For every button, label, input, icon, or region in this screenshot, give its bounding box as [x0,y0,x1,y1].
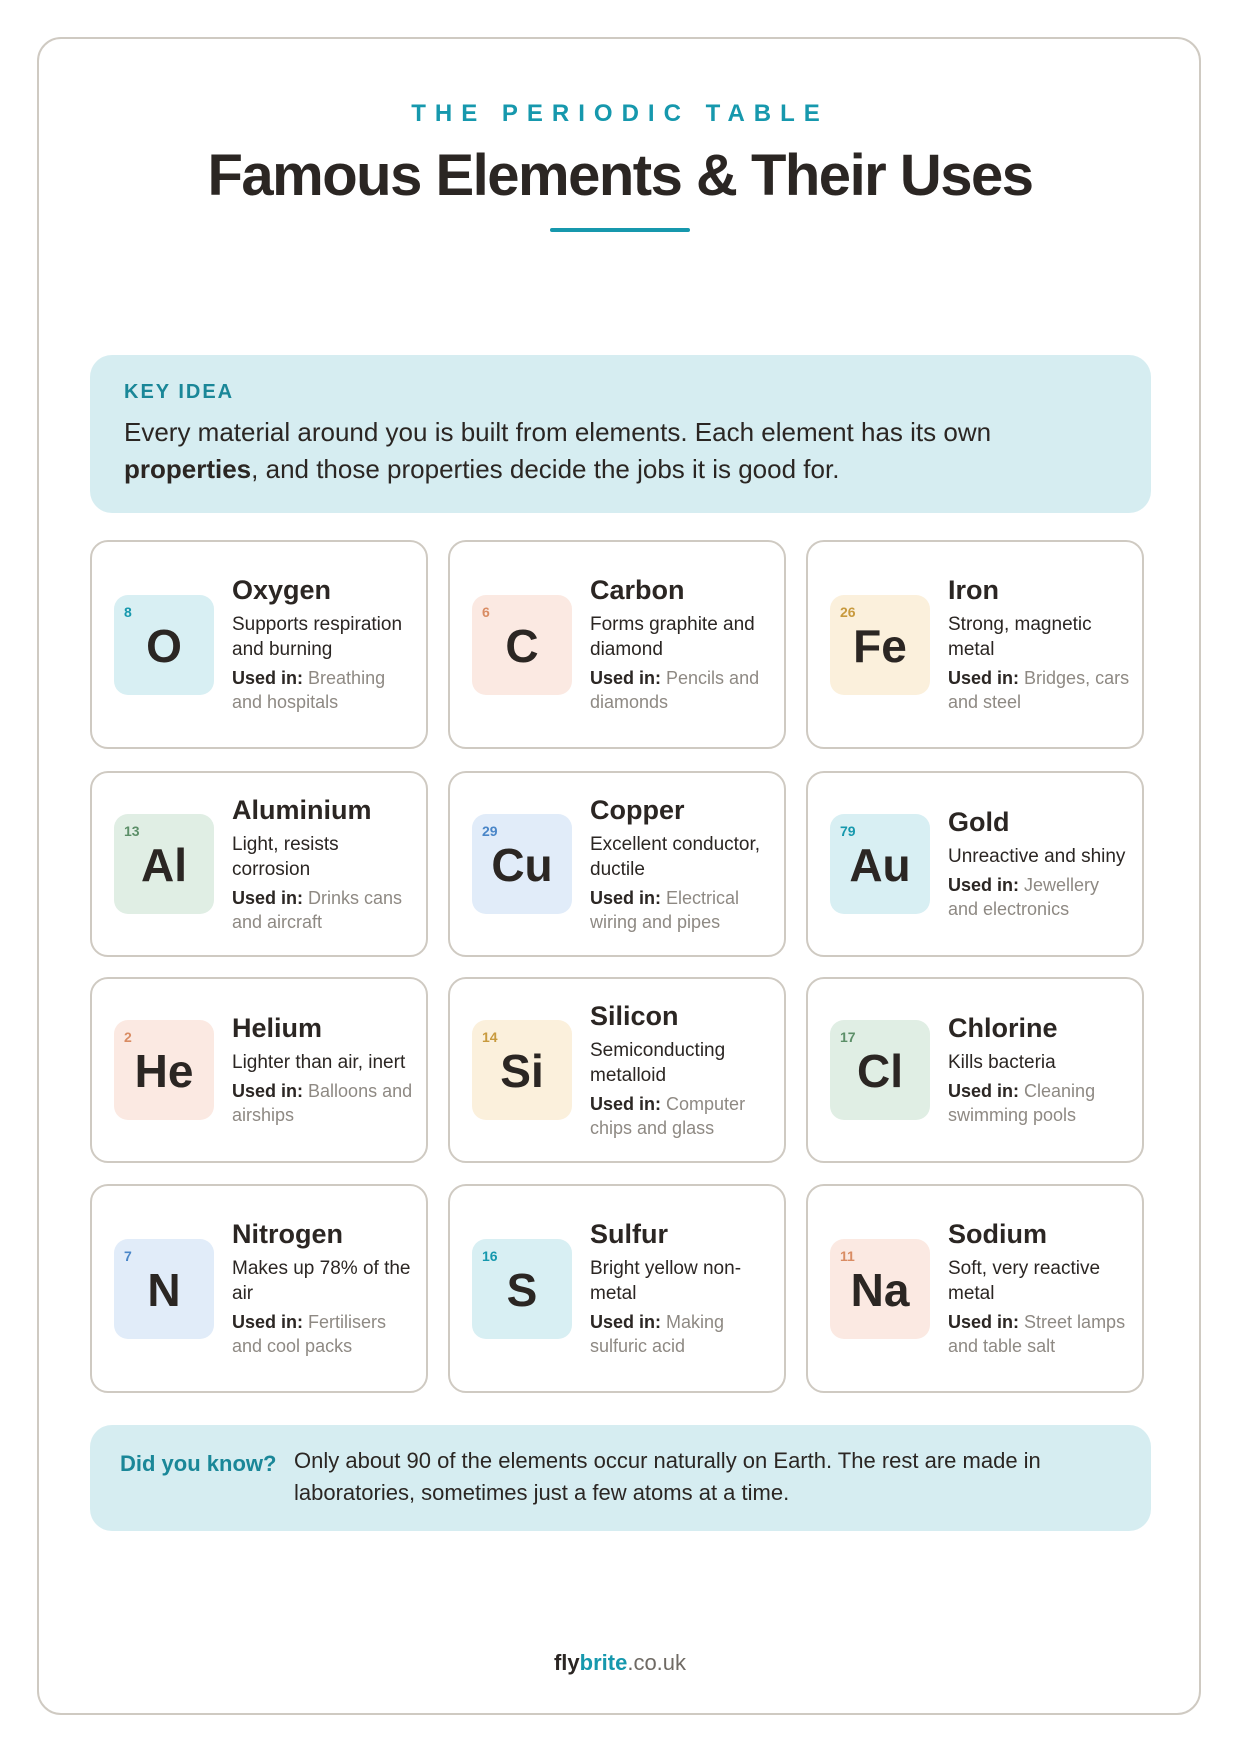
element-info [232,575,414,714]
element-info [232,795,414,934]
element-symbol: O [146,620,182,672]
element-symbol: Al [141,839,187,891]
brand-fly: fly [553,1650,580,1675]
used-in-label: Used in: [232,668,304,688]
uses-text: Bridges, cars and steel [948,668,1130,712]
atomic-number: 29 [482,823,498,839]
element-description: Supports respiration and burning [232,614,403,660]
used-in-label: Used in: [232,1081,304,1101]
element-description: Forms graphite and diamond [590,614,755,660]
element-uses [232,1310,414,1358]
element-uses [232,1079,414,1127]
used-in-label: Used in: [232,888,304,908]
uses-text: Cleaning swimming pools [948,1081,1096,1125]
element-symbol: N [147,1264,181,1316]
element-description: Semiconducting metalloid [590,1040,726,1086]
element-description: Bright yellow non-metal [590,1258,742,1304]
element-tile [114,1239,214,1339]
element-description: Strong, magnetic metal [948,614,1092,660]
uses-text: Balloons and airships [232,1081,413,1125]
element-name: Carbon [590,575,685,605]
element-description: Unreactive and shiny [948,846,1126,867]
brand-brite: brite [579,1650,628,1675]
key-idea-emphasis: properties [124,454,252,484]
key-idea-text-part: , and those properties decide the jobs it is good for. [251,454,840,484]
key-idea-text-part: Every material around you is built from elements. Each element has its own [124,417,992,447]
did-you-know-box [90,1425,1151,1531]
element-tile [114,814,214,914]
uses-text: Pencils and diamonds [590,668,760,712]
element-info [590,575,772,714]
element-name: Helium [232,1013,323,1043]
element-name: Iron [948,575,999,605]
used-in-label: Used in: [232,1312,304,1332]
uses-text: Drinks cans and aircraft [232,888,403,932]
atomic-number: 11 [840,1248,855,1264]
element-uses [590,886,772,934]
element-uses [948,873,1130,921]
element-name: Silicon [590,1001,679,1031]
element-symbol: He [134,1045,194,1097]
uses-text: Computer chips and glass [590,1094,746,1138]
element-card [448,1184,786,1393]
element-symbol: S [506,1264,538,1316]
element-card [90,540,428,749]
element-name: Nitrogen [232,1219,343,1249]
atomic-number: 13 [124,823,140,839]
atomic-number: 6 [482,604,490,620]
page-title: Famous Elements & Their Uses [207,143,1033,208]
element-card [448,540,786,749]
used-in-label: Used in: [948,1081,1020,1101]
element-tile [472,1020,572,1120]
atomic-number: 26 [840,604,856,620]
element-description: Soft, very reactive metal [948,1258,1101,1304]
title-underline [550,228,690,232]
element-name: Chlorine [948,1013,1058,1043]
uses-text: Making sulfuric acid [590,1312,725,1356]
element-tile [830,1020,930,1120]
element-info [948,1219,1130,1358]
element-name: Gold [948,807,1010,837]
element-description: Kills bacteria [948,1052,1056,1073]
uses-text: Fertilisers and cool packs [232,1312,387,1356]
element-card [90,1184,428,1393]
element-tile [114,1020,214,1120]
element-name: Oxygen [232,575,332,605]
atomic-number: 16 [482,1248,498,1264]
element-description: Makes up 78% of the air [232,1258,411,1304]
element-tile [830,814,930,914]
element-symbol: Au [849,839,911,891]
atomic-number: 14 [482,1029,498,1045]
did-you-know-text: Only about 90 of the elements occur naturally on Earth. The rest are made in laboratories, sometimes just a few atoms at a time. [294,1448,1041,1505]
element-tile [472,1239,572,1339]
atomic-number: 79 [840,823,856,839]
element-name: Sulfur [590,1219,668,1249]
element-card [806,540,1144,749]
element-name: Sodium [948,1219,1047,1249]
used-in-label: Used in: [590,1312,662,1332]
atomic-number: 8 [124,604,132,620]
element-uses [232,886,414,934]
page-eyebrow: THE PERIODIC TABLE [411,100,829,127]
element-info [232,1219,414,1358]
key-idea-label: KEY IDEA [124,381,235,403]
element-uses [590,1310,772,1358]
atomic-number: 7 [124,1248,132,1264]
element-name: Copper [590,795,685,825]
element-info [590,795,772,934]
element-tile [472,595,572,695]
element-symbol: C [505,620,539,672]
uses-text: Street lamps and table salt [948,1312,1126,1356]
element-info [948,807,1130,921]
footer-brand [0,1650,1240,1676]
element-tile [830,1239,930,1339]
used-in-label: Used in: [948,875,1020,895]
element-card [806,977,1144,1163]
used-in-label: Used in: [590,1094,662,1114]
element-uses [948,1079,1130,1127]
uses-text: Jewellery and electronics [948,875,1100,919]
element-info [232,1013,414,1127]
element-tile [830,595,930,695]
element-symbol: Si [500,1045,544,1097]
element-info [590,1001,772,1140]
atomic-number: 17 [840,1029,856,1045]
element-uses [948,1310,1130,1358]
atomic-number: 2 [124,1029,132,1045]
element-uses [590,666,772,714]
element-uses [590,1092,772,1140]
element-card [448,771,786,957]
element-info [948,575,1130,714]
element-card [806,1184,1144,1393]
element-symbol: Cl [857,1045,903,1097]
element-description: Lighter than air, inert [232,1052,406,1073]
element-tile [114,595,214,695]
used-in-label: Used in: [948,1312,1020,1332]
did-you-know-label: Did you know? [120,1451,277,1476]
used-in-label: Used in: [590,668,662,688]
element-info [590,1219,772,1358]
element-symbol: Cu [491,839,553,891]
uses-text: Electrical wiring and pipes [590,888,740,932]
element-uses [232,666,414,714]
element-symbol: Na [850,1264,910,1316]
element-description: Excellent conductor, ductile [590,834,761,880]
element-card [806,771,1144,957]
element-symbol: Fe [853,620,907,672]
element-description: Light, resists corrosion [232,834,339,880]
key-idea-text [124,414,1117,488]
element-uses [948,666,1130,714]
brand-domain: .co.uk [627,1650,687,1675]
element-info [948,1013,1130,1127]
element-name: Aluminium [232,795,372,825]
element-card [90,771,428,957]
uses-text: Breathing and hospitals [232,668,386,712]
key-idea-box [90,355,1151,513]
used-in-label: Used in: [948,668,1020,688]
element-card [90,977,428,1163]
element-card [448,977,786,1163]
used-in-label: Used in: [590,888,662,908]
element-tile [472,814,572,914]
